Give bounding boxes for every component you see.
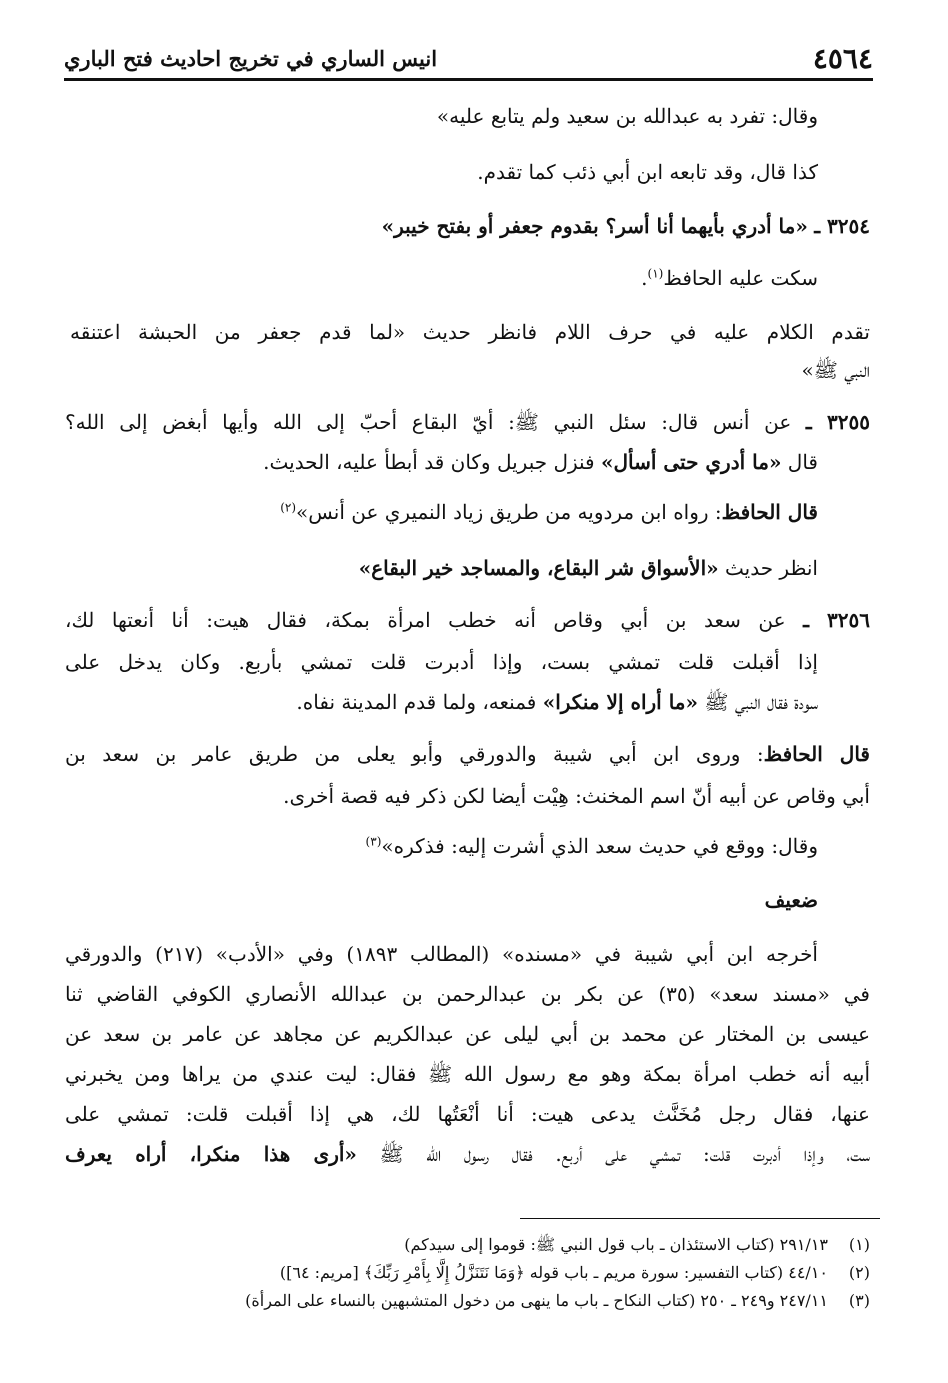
- footnote-text: ٢٩١/١٣ (كتاب الاستئذان ـ باب قول النبي ﷺ: قوموا إلى سيدكم): [404, 1235, 828, 1254]
- text-span: إذا أقبلت قلت تمشي بست، وإذا أدبرت قلت تمشي بأربع. وكان يدخل على: [65, 650, 818, 674]
- text-line: [477, 156, 818, 188]
- text-line: [283, 780, 870, 812]
- text-line: [437, 100, 818, 132]
- page-header: [64, 38, 873, 81]
- text-line: [65, 646, 818, 678]
- hadith-text: عن أنس قال: سئل النبي ﷺ: أيّ البقاع أحبّ إلى الله وأيها أبغض إلى الله؟: [65, 410, 792, 434]
- text-line: [65, 1138, 870, 1170]
- hafiz-label: قال الحافظ: [763, 742, 870, 766]
- text-span: كذا قال، وقد تابعه ابن أبي ذئب كما تقدم.: [477, 160, 818, 184]
- hadith-heading-3255: [65, 406, 870, 438]
- footnote-divider: [520, 1218, 880, 1219]
- footnote-number: (٢): [848, 1263, 870, 1282]
- page-number: ٤٥٦٤: [812, 41, 873, 75]
- hadith-text: عن سعد بن أبي وقاص أنه خطب امرأة بمكة، فقال هيت: أنا أنعتها لك،: [65, 608, 786, 632]
- hafiz-label: قال الحافظ: [721, 500, 818, 524]
- text-line: [366, 830, 818, 862]
- text-span: : وروى ابن أبي شيبة والدورقي وأبو يعلى من طريق عامر بن سعد بن: [65, 742, 764, 766]
- quote-bold: «ما أدري حتى أسأل»: [600, 450, 782, 474]
- text-span: سودة فقال النبي ﷺ: [698, 690, 818, 714]
- footnote-ref: (١): [647, 266, 664, 281]
- footnote-ref: (٢): [280, 500, 297, 515]
- text-span: أبي وقاص عن أبيه أنّ اسم المخنث: هِيْت أيضا لكن ذكر فيه قصة أخرى.: [283, 784, 870, 808]
- text-span: فمنعه، ولما قدم المدينة نفاه.: [296, 690, 543, 714]
- text-line: [65, 938, 818, 970]
- footnote: [404, 1232, 870, 1258]
- hadith-number: ٣٢٥٥ ـ: [805, 410, 870, 434]
- text-line: [263, 446, 818, 478]
- text-span: في «مسند سعد» (٣٥) عن بكر بن عبدالرحمن بن عبدالله الأنصاري الكوفي القاضي ثنا: [65, 982, 870, 1006]
- text-span: ست، وإذا أدبرت قلت: تمشي على أربع. فقال رسول الله ﷺ: [356, 1142, 871, 1166]
- quote-bold: «ما أراه إلا منكرا»: [542, 690, 698, 714]
- text-span: .: [641, 266, 648, 290]
- hadith-heading-3254: [382, 210, 870, 242]
- text-line: [296, 686, 818, 718]
- footnote: [280, 1260, 870, 1286]
- hadith-number: ٣٢٥٤ ـ: [814, 214, 870, 238]
- footnote-ref: (٣): [365, 834, 382, 849]
- text-line: [65, 1058, 870, 1090]
- text-span: وقال: ووقع في حديث سعد الذي أشرت إليه: فذكره»: [381, 834, 818, 858]
- text-span: النبي ﷺ»: [801, 358, 870, 382]
- footnote: [245, 1288, 870, 1314]
- quote-bold: «الأسواق شر البقاع، والمساجد خير البقاع»: [358, 556, 719, 580]
- text-line: [801, 354, 870, 386]
- text-span: انظر حديث: [718, 556, 818, 580]
- text-span: قال: [781, 450, 818, 474]
- hadith-text: «ما أدري بأيهما أنا أسر؟ بقدوم جعفر أو بفتح خيبر»: [381, 214, 808, 238]
- text-span: وقال: تفرد به عبدالله بن سعيد ولم يتابع عليه»: [436, 104, 818, 128]
- text-line: [280, 496, 818, 528]
- text-span: سكت عليه الحافظ: [663, 266, 818, 290]
- text-line: [359, 552, 818, 584]
- footnote-text: ٤٤/١٠ (كتاب التفسير: سورة مريم ـ باب قوله ﴿وَمَا نَتَنَزَّلُ إِلَّا بِأَمْرِ رَبِّكَ﴾ [مريم: ٦٤]): [279, 1263, 828, 1282]
- grade-label: [765, 884, 818, 916]
- text-span: أبيه أنه خطب امرأة بمكة وهو مع رسول الله ﷺ فقال: ليت عندي من يراها ومن يخبرني: [65, 1062, 870, 1086]
- text-line: [65, 1098, 870, 1130]
- grade-text: ضعيف: [764, 888, 818, 912]
- text-span: عيسى بن المختار عن محمد بن أبي ليلى عن عبدالكريم عن مجاهد عن عامر بن سعد عن: [65, 1022, 870, 1046]
- hadith-number: ٣٢٥٦ ـ: [803, 608, 870, 632]
- hadith-heading-3256: [65, 604, 870, 636]
- text-line: [641, 262, 818, 294]
- text-line: [65, 738, 870, 770]
- text-line: [70, 316, 870, 348]
- text-span: تقدم الكلام عليه في حرف اللام فانظر حديث «لما قدم جعفر من الحبشة اعتنقه: [70, 320, 870, 344]
- text-span: فنزل جبريل وكان قد أبطأ عليه، الحديث.: [263, 450, 601, 474]
- footnote-text: ٢٤٧/١١ و٢٤٩ ـ ٢٥٠ (كتاب النكاح ـ باب ما ينهى من دخول المتشبهين بالنساء على المرأة): [245, 1291, 828, 1310]
- text-span: أخرجه ابن أبي شيبة في «مسنده» (المطالب ١٨٩٣) وفي «الأدب» (٢١٧) والدورقي: [65, 942, 818, 966]
- footnote-number: (١): [848, 1235, 870, 1254]
- text-span: عنها، فقال رجل مُخَنَّث يدعى هيت: أنا أنْعَتُها لك، هي إذا أقبلت قلت: تمشي على: [65, 1102, 870, 1126]
- footnote-number: (٣): [848, 1291, 870, 1310]
- text-line: [65, 978, 870, 1010]
- running-title: انيس الساري في تخريج احاديث فتح الباري: [64, 45, 438, 71]
- text-span: : رواه ابن مردويه من طريق زياد النميري عن أنس»: [296, 500, 722, 524]
- text-line: [65, 1018, 870, 1050]
- quote-bold: «أرى هذا منكرا، أراه يعرف: [65, 1142, 357, 1166]
